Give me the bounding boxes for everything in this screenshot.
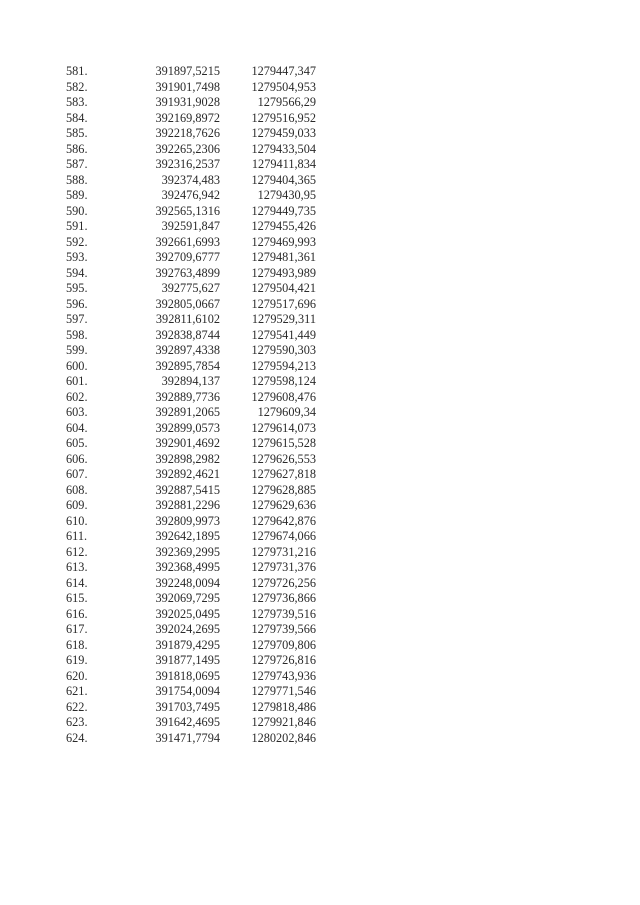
- point-number: 603.: [66, 405, 88, 419]
- x-coordinate: 392898,2982: [155, 451, 220, 466]
- point-number: 608.: [66, 482, 88, 497]
- x-coordinate: 392476,942: [161, 188, 220, 202]
- y-coordinate: 1279430,95: [257, 188, 316, 202]
- point-number: 582.: [66, 79, 88, 94]
- table-row: [66, 266, 316, 282]
- y-coordinate: 1279594,213: [251, 358, 316, 373]
- y-coordinate: 1279629,636: [251, 498, 316, 512]
- point-number: 581.: [66, 64, 88, 78]
- table-row: [66, 560, 316, 576]
- table-row: [66, 173, 316, 189]
- x-coordinate: 392369,2995: [155, 544, 220, 559]
- table-row: [66, 64, 316, 80]
- point-number: 618.: [66, 637, 88, 652]
- y-coordinate: 1279736,866: [251, 591, 316, 605]
- x-coordinate: 392565,1316: [155, 203, 220, 218]
- point-number: 593.: [66, 250, 88, 264]
- x-coordinate: 392895,7854: [155, 358, 220, 373]
- y-coordinate: 1279529,311: [251, 312, 316, 326]
- table-row: [66, 607, 316, 623]
- point-number: 621.: [66, 684, 88, 698]
- point-number: 595.: [66, 281, 88, 295]
- point-number: 586.: [66, 141, 88, 156]
- x-coordinate: 392892,4621: [155, 467, 220, 481]
- y-coordinate: 1279726,816: [251, 653, 316, 667]
- y-coordinate: 1279433,504: [251, 141, 316, 156]
- x-coordinate: 392775,627: [161, 281, 220, 295]
- x-coordinate: 391879,4295: [155, 637, 220, 652]
- point-number: 589.: [66, 188, 88, 202]
- x-coordinate: 391642,4695: [155, 715, 220, 729]
- y-coordinate: 1279726,256: [251, 575, 316, 590]
- y-coordinate: 1279626,553: [251, 451, 316, 466]
- table-row: [66, 95, 316, 111]
- table-row: [66, 204, 316, 220]
- table-row: [66, 111, 316, 127]
- y-coordinate: 1279731,216: [251, 544, 316, 559]
- x-coordinate: 392809,9973: [155, 513, 220, 528]
- point-number: 604.: [66, 420, 88, 435]
- point-number: 624.: [66, 730, 88, 745]
- table-row: [66, 405, 316, 421]
- y-coordinate: 1279642,876: [251, 513, 316, 528]
- x-coordinate: 392891,2065: [155, 405, 220, 419]
- x-coordinate: 392709,6777: [155, 250, 220, 264]
- table-row: [66, 188, 316, 204]
- point-number: 602.: [66, 389, 88, 404]
- y-coordinate: 1279608,476: [251, 389, 316, 404]
- x-coordinate: 391897,5215: [155, 64, 220, 78]
- point-number: 585.: [66, 126, 88, 140]
- y-coordinate: 1279404,365: [251, 172, 316, 187]
- table-row: [66, 436, 316, 452]
- x-coordinate: 391703,7495: [155, 699, 220, 714]
- x-coordinate: 392642,1895: [155, 529, 220, 543]
- x-coordinate: 392368,4995: [155, 560, 220, 574]
- y-coordinate: 1279455,426: [251, 219, 316, 233]
- x-coordinate: 392248,0094: [155, 575, 220, 590]
- point-number: 591.: [66, 219, 88, 233]
- y-coordinate: 1279541,449: [251, 327, 316, 342]
- x-coordinate: 392881,2296: [155, 498, 220, 512]
- point-number: 583.: [66, 95, 88, 109]
- y-coordinate: 1279504,953: [251, 79, 316, 94]
- y-coordinate: 1279709,806: [251, 637, 316, 652]
- point-number: 611.: [66, 529, 88, 543]
- point-number: 592.: [66, 234, 88, 249]
- y-coordinate: 1279493,989: [251, 265, 316, 280]
- point-number: 587.: [66, 157, 88, 171]
- x-coordinate: 391471,7794: [155, 730, 220, 745]
- table-row: [66, 157, 316, 173]
- coordinate-table-body: [66, 64, 316, 746]
- table-row: [66, 421, 316, 437]
- x-coordinate: 392805,0667: [155, 296, 220, 311]
- x-coordinate: 391818,0695: [155, 668, 220, 683]
- table-row: [66, 328, 316, 344]
- x-coordinate: 392374,483: [161, 172, 220, 187]
- point-number: 601.: [66, 374, 88, 388]
- y-coordinate: 1279739,566: [251, 622, 316, 636]
- y-coordinate: 1279469,993: [251, 234, 316, 249]
- table-row: [66, 235, 316, 251]
- y-coordinate: 1279516,952: [251, 110, 316, 125]
- y-coordinate: 1279590,303: [251, 343, 316, 357]
- y-coordinate: 1279674,066: [251, 529, 316, 543]
- point-number: 623.: [66, 715, 88, 729]
- x-coordinate: 392811,6102: [155, 312, 220, 326]
- y-coordinate: 1279609,34: [257, 405, 316, 419]
- y-coordinate: 1279615,528: [251, 436, 316, 450]
- point-number: 597.: [66, 312, 88, 326]
- table-row: [66, 700, 316, 716]
- y-coordinate: 1280202,846: [251, 730, 316, 745]
- x-coordinate: 391901,7498: [155, 79, 220, 94]
- x-coordinate: 392265,2306: [155, 141, 220, 156]
- table-row: [66, 359, 316, 375]
- table-row: [66, 514, 316, 530]
- x-coordinate: 392025,0495: [155, 606, 220, 621]
- y-coordinate: 1279921,846: [251, 715, 316, 729]
- x-coordinate: 392661,6993: [155, 234, 220, 249]
- table-row: [66, 281, 316, 297]
- point-number: 594.: [66, 265, 88, 280]
- table-row: [66, 80, 316, 96]
- point-number: 609.: [66, 498, 88, 512]
- table-row: [66, 312, 316, 328]
- coordinate-table: [66, 64, 316, 746]
- y-coordinate: 1279481,361: [251, 250, 316, 264]
- table-row: [66, 483, 316, 499]
- x-coordinate: 392169,8972: [155, 110, 220, 125]
- x-coordinate: 392889,7736: [155, 389, 220, 404]
- table-row: [66, 219, 316, 235]
- y-coordinate: 1279771,546: [251, 684, 316, 698]
- point-number: 600.: [66, 358, 88, 373]
- table-row: [66, 142, 316, 158]
- x-coordinate: 392838,8744: [155, 327, 220, 342]
- table-row: [66, 374, 316, 390]
- y-coordinate: 1279818,486: [251, 699, 316, 714]
- table-row: [66, 591, 316, 607]
- y-coordinate: 1279449,735: [251, 203, 316, 218]
- y-coordinate: 1279504,421: [251, 281, 316, 295]
- point-number: 619.: [66, 653, 88, 667]
- table-row: [66, 669, 316, 685]
- y-coordinate: 1279628,885: [251, 482, 316, 497]
- y-coordinate: 1279411,834: [251, 157, 316, 171]
- point-number: 598.: [66, 327, 88, 342]
- point-number: 588.: [66, 172, 88, 187]
- point-number: 612.: [66, 544, 88, 559]
- y-coordinate: 1279743,936: [251, 668, 316, 683]
- point-number: 596.: [66, 296, 88, 311]
- y-coordinate: 1279739,516: [251, 606, 316, 621]
- table-row: [66, 684, 316, 700]
- point-number: 615.: [66, 591, 88, 605]
- x-coordinate: 392316,2537: [155, 157, 220, 171]
- x-coordinate: 392024,2695: [155, 622, 220, 636]
- point-number: 599.: [66, 343, 88, 357]
- table-row: [66, 498, 316, 514]
- point-number: 622.: [66, 699, 88, 714]
- y-coordinate: 1279731,376: [251, 560, 316, 574]
- point-number: 613.: [66, 560, 88, 574]
- table-row: [66, 467, 316, 483]
- y-coordinate: 1279614,073: [251, 420, 316, 435]
- point-number: 584.: [66, 110, 88, 125]
- point-number: 607.: [66, 467, 88, 481]
- table-row: [66, 545, 316, 561]
- x-coordinate: 392591,847: [161, 219, 220, 233]
- point-number: 610.: [66, 513, 88, 528]
- table-row: [66, 390, 316, 406]
- table-row: [66, 715, 316, 731]
- x-coordinate: 391754,0094: [155, 684, 220, 698]
- y-coordinate: 1279598,124: [251, 374, 316, 388]
- y-coordinate: 1279627,818: [251, 467, 316, 481]
- y-coordinate: 1279459,033: [251, 126, 316, 140]
- table-row: [66, 343, 316, 359]
- x-coordinate: 392897,4338: [155, 343, 220, 357]
- x-coordinate: 392069,7295: [155, 591, 220, 605]
- table-row: [66, 297, 316, 313]
- x-coordinate: 392894,137: [161, 374, 220, 388]
- x-coordinate: 392218,7626: [155, 126, 220, 140]
- table-row: [66, 638, 316, 654]
- x-coordinate: 392763,4899: [155, 265, 220, 280]
- table-row: [66, 576, 316, 592]
- table-row: [66, 622, 316, 638]
- x-coordinate: 391877,1495: [155, 653, 220, 667]
- table-row: [66, 250, 316, 266]
- y-coordinate: 1279566,29: [257, 95, 316, 109]
- table-row: [66, 452, 316, 468]
- x-coordinate: 392887,5415: [155, 482, 220, 497]
- point-number: 605.: [66, 436, 88, 450]
- point-number: 614.: [66, 575, 88, 590]
- y-coordinate: 1279517,696: [251, 296, 316, 311]
- table-row: [66, 653, 316, 669]
- x-coordinate: 392899,0573: [155, 420, 220, 435]
- x-coordinate: 391931,9028: [155, 95, 220, 109]
- y-coordinate: 1279447,347: [251, 64, 316, 78]
- table-row: [66, 529, 316, 545]
- x-coordinate: 392901,4692: [155, 436, 220, 450]
- point-number: 590.: [66, 203, 88, 218]
- point-number: 606.: [66, 451, 88, 466]
- point-number: 616.: [66, 606, 88, 621]
- table-row: [66, 731, 316, 747]
- point-number: 620.: [66, 668, 88, 683]
- point-number: 617.: [66, 622, 88, 636]
- table-row: [66, 126, 316, 142]
